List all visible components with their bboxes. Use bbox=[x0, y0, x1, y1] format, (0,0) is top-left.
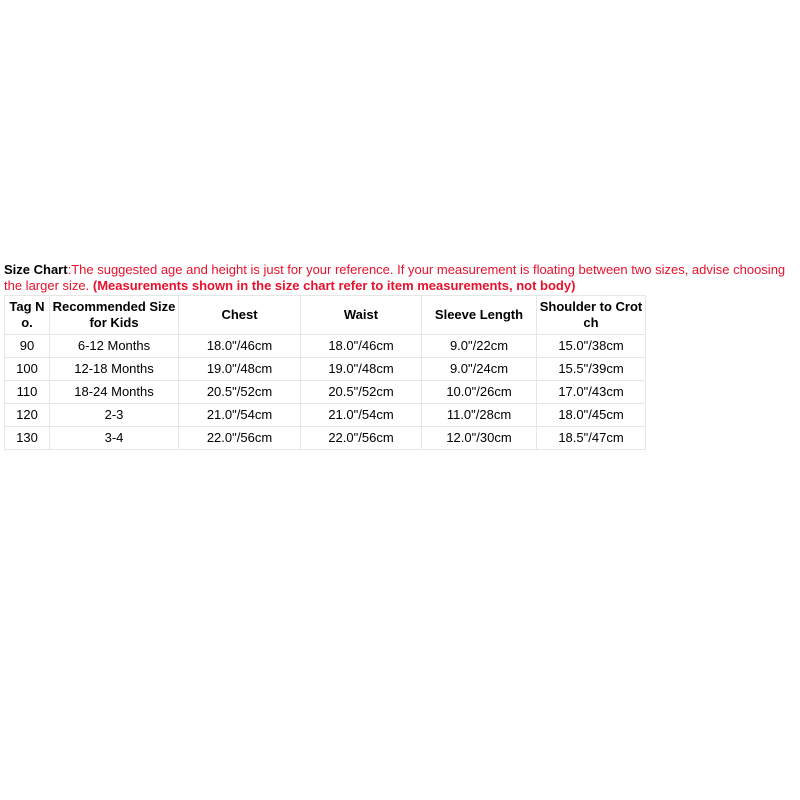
size-chart-label-colon: : bbox=[67, 262, 72, 277]
cell-chest: 22.0"/56cm bbox=[179, 427, 301, 450]
size-table bbox=[4, 295, 646, 450]
cell-sleeve-length: 11.0"/28cm bbox=[422, 404, 537, 427]
cell-chest: 21.0"/54cm bbox=[179, 404, 301, 427]
size-chart-intro bbox=[4, 262, 796, 294]
cell-sleeve-length: 10.0"/26cm bbox=[422, 381, 537, 404]
size-chart-note: The suggested age and height is just for your reference. If your measurement is floating between two sizes, advise choosing the larger size. bbox=[4, 262, 786, 293]
cell-shoulder-to-crotch: 17.0"/43cm bbox=[537, 381, 646, 404]
cell-tag-no: 130 bbox=[5, 427, 50, 450]
cell-recommended-size: 12-18 Months bbox=[50, 358, 179, 381]
table-row bbox=[5, 358, 646, 381]
size-chart-label: Size Chart bbox=[4, 262, 68, 277]
cell-sleeve-length: 9.0"/24cm bbox=[422, 358, 537, 381]
cell-tag-no: 110 bbox=[5, 381, 50, 404]
cell-tag-no: 90 bbox=[5, 335, 50, 358]
cell-chest: 19.0"/48cm bbox=[179, 358, 301, 381]
table-row bbox=[5, 381, 646, 404]
cell-recommended-size: 18-24 Months bbox=[50, 381, 179, 404]
table-row bbox=[5, 427, 646, 450]
size-chart bbox=[4, 262, 796, 450]
cell-waist: 21.0"/54cm bbox=[301, 404, 422, 427]
cell-shoulder-to-crotch: 18.0"/45cm bbox=[537, 404, 646, 427]
cell-tag-no: 120 bbox=[5, 404, 50, 427]
cell-sleeve-length: 9.0"/22cm bbox=[422, 335, 537, 358]
header-chest: Chest bbox=[179, 296, 301, 335]
header-sleeve-length: Sleeve Length bbox=[422, 296, 537, 335]
cell-shoulder-to-crotch: 15.5"/39cm bbox=[537, 358, 646, 381]
cell-tag-no: 100 bbox=[5, 358, 50, 381]
cell-waist: 20.5"/52cm bbox=[301, 381, 422, 404]
cell-recommended-size: 3-4 bbox=[50, 427, 179, 450]
size-chart-measurement-note: (Measurements shown in the size chart refer to item measurements, not body) bbox=[92, 278, 576, 293]
cell-recommended-size: 6-12 Months bbox=[50, 335, 179, 358]
cell-chest: 18.0"/46cm bbox=[179, 335, 301, 358]
table-row bbox=[5, 404, 646, 427]
table-header-row bbox=[5, 296, 646, 335]
table-row bbox=[5, 335, 646, 358]
cell-waist: 22.0"/56cm bbox=[301, 427, 422, 450]
cell-chest: 20.5"/52cm bbox=[179, 381, 301, 404]
header-recommended-size: Recommended Size for Kids bbox=[50, 296, 179, 335]
header-tag-no: Tag No. bbox=[5, 296, 50, 335]
cell-waist: 18.0"/46cm bbox=[301, 335, 422, 358]
header-shoulder-to-crotch: Shoulder to Crotch bbox=[537, 296, 646, 335]
cell-shoulder-to-crotch: 18.5"/47cm bbox=[537, 427, 646, 450]
cell-waist: 19.0"/48cm bbox=[301, 358, 422, 381]
cell-shoulder-to-crotch: 15.0"/38cm bbox=[537, 335, 646, 358]
header-waist: Waist bbox=[301, 296, 422, 335]
cell-sleeve-length: 12.0"/30cm bbox=[422, 427, 537, 450]
cell-recommended-size: 2-3 bbox=[50, 404, 179, 427]
